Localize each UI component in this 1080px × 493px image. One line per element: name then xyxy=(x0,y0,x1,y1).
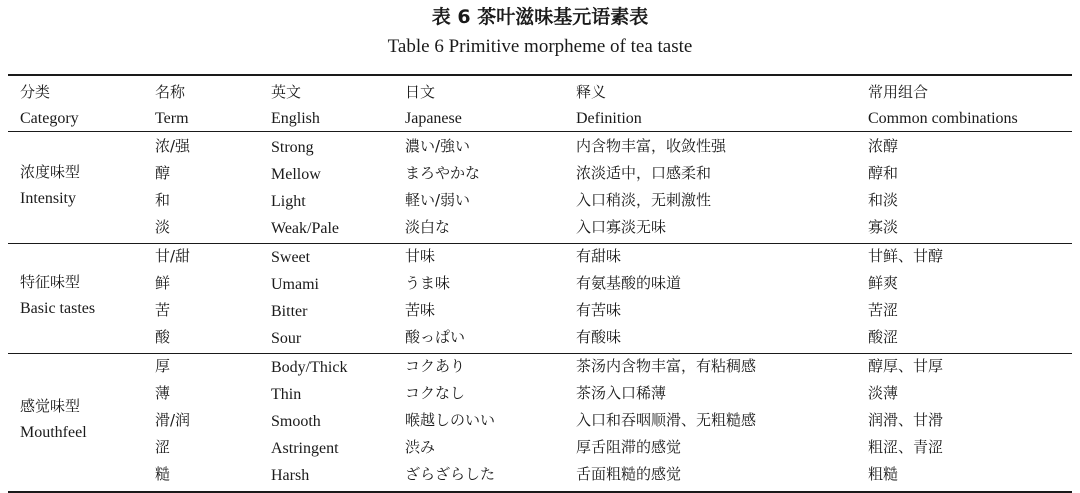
english-cell: Bitter xyxy=(271,303,308,320)
english-cell: Weak/Pale xyxy=(271,220,340,237)
term-cell: 鲜 xyxy=(155,274,171,292)
combination-cell: 醇厚、甘厚 xyxy=(868,357,944,375)
combination-cell: 醇和 xyxy=(868,164,899,182)
term-cell: 和 xyxy=(155,191,171,209)
japanese-cell: 酸っぱい xyxy=(405,328,466,346)
english-cell: Strong xyxy=(271,139,314,156)
japanese-cell: まろやかな xyxy=(405,164,481,182)
category-en: Intensity xyxy=(20,190,76,207)
header-category-en: Category xyxy=(20,110,79,127)
english-cell: Thin xyxy=(271,386,302,403)
category-cn: 感觉味型 xyxy=(20,396,81,415)
definition-cell: 茶汤内含物丰富，有粘稠感 xyxy=(576,357,757,375)
term-cell: 淡 xyxy=(155,218,171,236)
definition-cell: 入口稍淡，无刺激性 xyxy=(576,191,712,209)
definition-cell: 舌面粗糙的感觉 xyxy=(576,465,682,483)
japanese-cell: 渋み xyxy=(405,438,436,456)
english-cell: Sweet xyxy=(271,249,311,266)
english-cell: Umami xyxy=(271,276,319,293)
japanese-cell: 苦味 xyxy=(405,301,436,319)
japanese-cell: うま味 xyxy=(405,274,451,292)
group-divider-rule xyxy=(8,243,1072,244)
english-cell: Astringent xyxy=(271,440,339,457)
term-cell: 醇 xyxy=(155,164,171,182)
combination-cell: 鲜爽 xyxy=(868,274,899,292)
header-english-cn: 英文 xyxy=(271,83,302,101)
definition-cell: 有苦味 xyxy=(576,301,622,319)
english-cell: Smooth xyxy=(271,413,321,430)
table-title-english: Table 6 Primitive morpheme of tea taste xyxy=(387,36,693,57)
term-cell: 涩 xyxy=(155,438,171,456)
combination-cell: 淡薄 xyxy=(868,384,899,402)
header-combination-cn: 常用组合 xyxy=(868,83,929,101)
combination-cell: 酸涩 xyxy=(868,328,899,346)
header-japanese-en: Japanese xyxy=(405,110,462,127)
header-combination-en: Common combinations xyxy=(868,110,1018,127)
header-term-cn: 名称 xyxy=(155,83,186,101)
combination-cell: 浓醇 xyxy=(868,137,899,155)
definition-cell: 厚舌阻滞的感觉 xyxy=(576,438,682,456)
definition-cell: 入口寡淡无味 xyxy=(576,218,667,236)
header-category-cn: 分类 xyxy=(20,83,51,101)
definition-cell: 内含物丰富，收敛性强 xyxy=(576,137,727,155)
definition-cell: 茶汤入口稀薄 xyxy=(576,384,667,402)
japanese-cell: コクあり xyxy=(405,357,466,375)
definition-cell: 浓淡适中，口感柔和 xyxy=(576,164,712,182)
japanese-cell: 喉越しのいい xyxy=(405,411,496,429)
definition-cell: 有酸味 xyxy=(576,328,622,346)
category-cn: 特征味型 xyxy=(20,273,81,291)
english-cell: Body/Thick xyxy=(271,359,348,376)
group-divider-rule xyxy=(8,353,1072,354)
term-cell: 厚 xyxy=(155,357,171,375)
combination-cell: 粗糙 xyxy=(868,465,899,483)
english-cell: Sour xyxy=(271,330,302,347)
combination-cell: 粗涩、青涩 xyxy=(868,438,944,456)
japanese-cell: 淡白な xyxy=(405,218,451,236)
header-japanese-cn: 日文 xyxy=(405,83,436,101)
category-en: Basic tastes xyxy=(20,300,96,317)
header-term-en: Term xyxy=(155,110,189,127)
category-en: Mouthfeel xyxy=(20,423,87,441)
combination-cell: 苦涩 xyxy=(868,301,899,319)
english-cell: Mellow xyxy=(271,166,321,183)
term-cell: 甘/甜 xyxy=(155,247,191,265)
term-cell: 滑/润 xyxy=(155,411,191,429)
combination-cell: 寡淡 xyxy=(868,218,899,236)
japanese-cell: ざらざらした xyxy=(405,465,496,483)
header-rule xyxy=(8,131,1072,132)
japanese-cell: 軽い/弱い xyxy=(405,191,471,209)
combination-cell: 和淡 xyxy=(868,191,899,209)
table-top-rule xyxy=(8,74,1072,76)
definition-cell: 有氨基酸的味道 xyxy=(576,274,682,292)
definition-cell: 入口和吞咽顺滑、无粗糙感 xyxy=(576,411,757,429)
definition-cell: 有甜味 xyxy=(576,247,622,265)
term-cell: 糙 xyxy=(155,465,171,483)
header-english-en: English xyxy=(271,110,320,127)
header-definition-cn: 释义 xyxy=(576,83,607,101)
term-cell: 浓/强 xyxy=(155,137,191,155)
japanese-cell: 甘味 xyxy=(405,247,436,265)
term-cell: 酸 xyxy=(155,328,171,346)
table-title-chinese: 表 6 茶叶滋味基元语素表 xyxy=(431,6,649,28)
term-cell: 薄 xyxy=(155,384,171,402)
japanese-cell: コクなし xyxy=(405,384,466,402)
header-definition-en: Definition xyxy=(576,110,642,127)
combination-cell: 润滑、甘滑 xyxy=(868,411,944,429)
japanese-cell: 濃い/強い xyxy=(405,137,471,155)
english-cell: Harsh xyxy=(271,467,310,484)
english-cell: Light xyxy=(271,193,306,210)
term-cell: 苦 xyxy=(155,301,171,319)
category-cn: 浓度味型 xyxy=(20,163,81,181)
combination-cell: 甘鲜、甘醇 xyxy=(868,247,944,265)
